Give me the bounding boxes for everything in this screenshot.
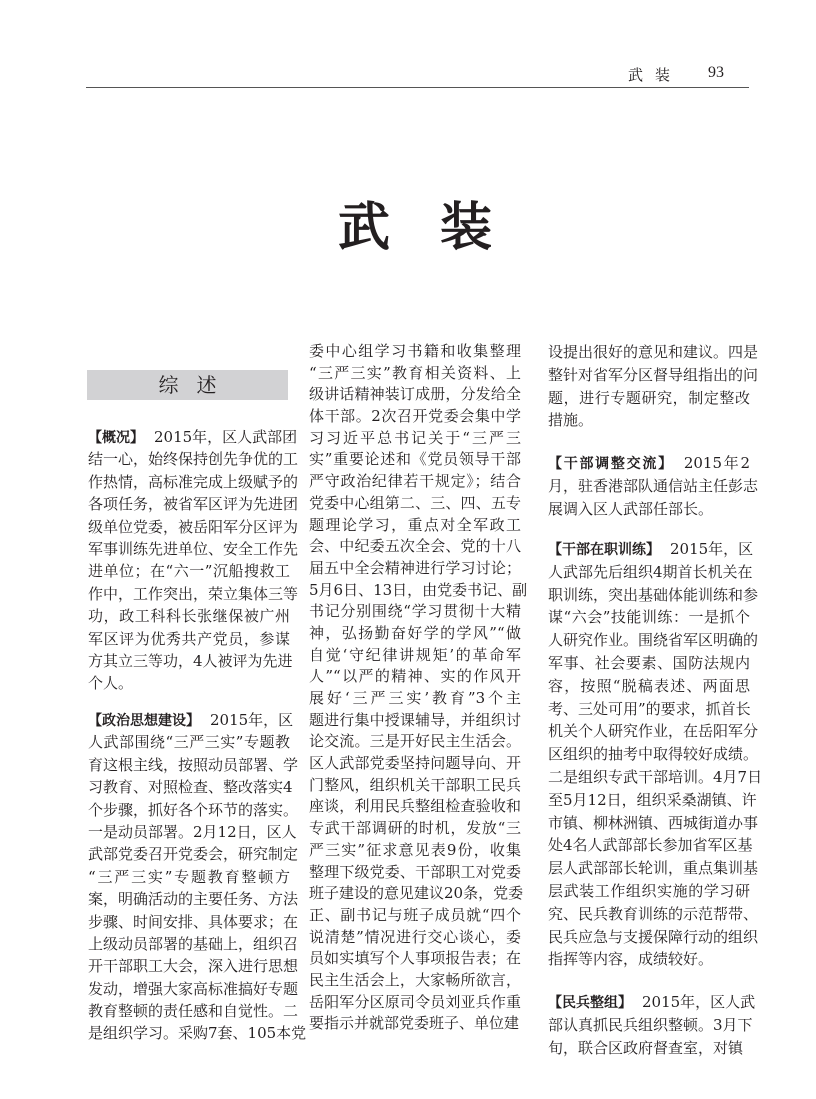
line-text: 习习近平总书记关于“三严三 xyxy=(309,428,521,447)
line-text: 会、中纪委五次全会、党的十八 xyxy=(309,537,521,556)
line-text: 体干部。2次召开党委会集中学 xyxy=(309,407,521,426)
text-line xyxy=(88,448,299,470)
chapter-title: 武装 xyxy=(338,197,543,258)
line-text: 门整风，组织机关干部职工民兵 xyxy=(309,775,521,794)
text-line xyxy=(309,645,521,667)
text-line xyxy=(309,363,521,385)
line-text: 2015年，区人武 xyxy=(642,993,756,1011)
line-text: 题理论学习，重点对全军政工 xyxy=(309,515,521,534)
text-line xyxy=(548,991,756,1014)
line-text: 方其立三等功，4人被评为先进 xyxy=(88,651,293,670)
text-line xyxy=(88,516,299,538)
text-line xyxy=(309,449,521,471)
text-line xyxy=(309,515,521,537)
line-text: 谋“六会”技能训练：一是抓个 xyxy=(548,608,750,627)
line-text: 习教育、对照检查、整改落实4 xyxy=(88,778,293,797)
line-text: 教育整顿的责任感和自觉性。二 xyxy=(88,1002,299,1021)
text-line xyxy=(548,834,753,857)
line-text: 民主生活会上，大家畅所欲言， xyxy=(309,970,521,989)
text-line xyxy=(88,799,299,821)
text-line xyxy=(309,883,524,905)
text-line xyxy=(88,605,290,627)
text-line xyxy=(309,927,521,949)
running-header-section: 武装 xyxy=(628,66,683,84)
text-line xyxy=(548,584,759,607)
line-text: 论交流。三是开好民主生活会。 xyxy=(309,732,521,751)
text-line xyxy=(309,818,521,840)
line-text: 题进行集中授课辅导，并组织讨 xyxy=(309,710,521,729)
line-text: 级讲话精神装订成册，分发给全 xyxy=(309,385,521,404)
text-line xyxy=(548,452,750,475)
text-line xyxy=(309,471,521,493)
line-text: 各项任务，被省军区评为先进团 xyxy=(88,495,299,514)
text-line xyxy=(548,903,759,926)
text-line xyxy=(309,341,521,363)
line-text: 层人武部部长轮训，重点集训基 xyxy=(548,859,759,878)
text-line xyxy=(548,675,750,698)
line-text: 措施。 xyxy=(548,411,594,430)
line-text: 员如实填写个人事项报告表；在 xyxy=(309,949,521,968)
line-text: 题，进行专题研究，制定整改 xyxy=(548,388,750,407)
text-line xyxy=(88,628,290,650)
line-text: 育这根主线，按照动员部署、学 xyxy=(88,755,299,774)
line-text: 个步骤，抓好各个环节的落实。 xyxy=(88,800,299,819)
text-line xyxy=(548,948,750,971)
line-text: “三严三实”专题教育整顿方 xyxy=(88,867,290,886)
text-line xyxy=(309,428,521,450)
line-text: 设提出很好的意见和建议。四是 xyxy=(548,343,759,361)
line-text: 至5月12日，组织采桑湖镇、许 xyxy=(548,790,757,809)
line-text: 党委中心组第二、三、四、五专 xyxy=(309,493,521,512)
text-line xyxy=(88,426,298,448)
paragraph xyxy=(88,426,299,695)
line-text: 旬，联合区政府督查室，对镇 xyxy=(548,1038,744,1057)
line-text: 2015年，区人武部团 xyxy=(154,428,298,446)
text-line xyxy=(548,698,750,721)
text-line xyxy=(309,775,521,797)
text-line xyxy=(88,650,293,672)
line-text: 委中心组学习书籍和收集整理 xyxy=(309,342,521,360)
line-text: 处4名人武部部长参加省军区基 xyxy=(548,836,753,855)
text-line xyxy=(309,970,521,992)
line-text: 人武部先后组织4期首长机关在 xyxy=(548,562,753,581)
text-line xyxy=(548,766,763,789)
text-line xyxy=(88,731,290,753)
text-line xyxy=(88,955,299,977)
line-text: 月，驻香港部队通信站主任彭志 xyxy=(548,476,759,495)
section-heading: 综述 xyxy=(87,370,288,400)
line-text: 届五中全会精神进行学习讨论； xyxy=(309,558,521,577)
text-line xyxy=(309,623,521,645)
line-text: 2015年2 xyxy=(683,454,751,472)
text-line xyxy=(548,743,759,766)
text-line xyxy=(548,812,759,835)
line-text: 发动，增强大家高标准搞好专题 xyxy=(88,979,299,998)
text-line xyxy=(548,629,759,652)
paragraph xyxy=(548,538,763,971)
line-text: 专武干部调研的时机，发放“三 xyxy=(309,819,521,838)
paragraph-label: 【干部在职训练】 xyxy=(548,542,660,558)
line-text: 一是动员部署。2月12日，区人 xyxy=(88,822,297,841)
text-line xyxy=(548,926,759,949)
line-text: 展好‘三严三实’教育”3个主 xyxy=(309,689,521,707)
text-line xyxy=(88,866,290,888)
line-text: 作中，工作突出，荣立集体三等 xyxy=(88,584,299,603)
text-line xyxy=(548,857,759,880)
line-text: 岳阳军分区原司令员刘亚兵作重 xyxy=(309,992,521,1011)
text-line xyxy=(548,475,759,498)
line-text: 民兵应急与支援保障行动的组织 xyxy=(548,927,759,946)
line-text: 进单位；在“六一”沉船搜救工 xyxy=(88,562,290,581)
line-text: 军区评为优秀共产党员，参谋 xyxy=(88,629,290,648)
text-line xyxy=(309,710,521,732)
line-text: 军事训练先进单位、安全工作先 xyxy=(88,539,299,558)
text-line xyxy=(88,471,299,493)
text-line xyxy=(309,905,521,927)
text-line xyxy=(88,1022,307,1044)
text-line xyxy=(548,880,750,903)
text-line xyxy=(88,888,299,910)
line-text: 实”重要论述和《党员领导干部 xyxy=(309,450,521,469)
line-text: 开干部职工大会，深入进行思想 xyxy=(88,957,299,976)
line-text: 上级动员部署的基础上，组织召 xyxy=(88,934,299,953)
line-text: 要指示并就部党委班子、单位建 xyxy=(309,1014,520,1033)
text-line xyxy=(309,406,521,428)
line-text: 严守政治纪律若干规定》；结合 xyxy=(309,472,521,491)
text-line xyxy=(548,498,750,521)
text-line xyxy=(309,601,521,623)
line-text: 个人。 xyxy=(88,674,134,693)
text-line xyxy=(88,911,299,933)
line-text: 区组织的抽考中取得较好成绩。 xyxy=(548,745,759,764)
text-line xyxy=(88,493,299,515)
text-line xyxy=(548,364,759,387)
text-line xyxy=(548,652,750,675)
text-line xyxy=(548,561,753,584)
text-line xyxy=(309,666,521,688)
text-line xyxy=(88,821,297,843)
line-text: 考、三处可用”的要求，抓首长 xyxy=(548,699,751,718)
text-line xyxy=(548,409,750,432)
line-text: 武部党委召开党委会，研究制定 xyxy=(88,845,299,864)
line-text: 座谈，利用民兵整组检查验收和 xyxy=(309,797,521,816)
line-text: 案，明确活动的主要任务、方法 xyxy=(88,890,299,909)
line-text: 结一心，始终保持创先争优的工 xyxy=(88,450,299,469)
paragraph xyxy=(548,341,759,432)
text-line xyxy=(548,538,754,561)
text-line xyxy=(548,720,759,743)
line-text: 展调入区人武部任部长。 xyxy=(548,499,714,518)
paragraph-label: 【政治思想建设】 xyxy=(88,713,200,729)
text-line xyxy=(88,754,299,776)
paragraph xyxy=(548,452,759,520)
text-line xyxy=(88,1000,299,1022)
line-text: 班子建设的意见建议20条，党委 xyxy=(309,884,524,903)
text-line xyxy=(309,948,521,970)
text-line xyxy=(309,493,521,515)
line-text: 书记分别围绕“学习贯彻十大精 xyxy=(309,602,521,621)
line-text: 神，弘扬勤奋好学的学风”“做 xyxy=(309,623,521,642)
text-line xyxy=(88,672,290,694)
text-line xyxy=(309,796,521,818)
text-line xyxy=(309,580,528,602)
line-text: 是组织学习。采购7套、105本党 xyxy=(88,1024,307,1043)
text-line xyxy=(309,558,521,580)
text-line xyxy=(309,536,521,558)
text-line xyxy=(309,688,521,710)
text-line xyxy=(88,560,290,582)
text-line xyxy=(88,978,299,1000)
line-text: 整理下级党委、干部职工对党委 xyxy=(309,862,521,881)
text-line xyxy=(88,776,293,798)
text-line xyxy=(548,789,757,812)
page-number: 93 xyxy=(708,64,724,81)
text-line xyxy=(309,384,521,406)
text-line xyxy=(309,992,521,1014)
text-line xyxy=(309,731,521,753)
line-text: 究、民兵教育训练的示范帮带、 xyxy=(548,904,759,923)
paragraph xyxy=(88,709,307,1045)
paragraph xyxy=(548,991,756,1059)
text-line xyxy=(548,606,750,629)
line-text: 严三实”征求意见表9份，收集 xyxy=(309,840,521,859)
paragraph-label: 【干部调整交流】 xyxy=(548,456,674,472)
text-line xyxy=(309,1013,521,1035)
paragraph-label: 【民兵整组】 xyxy=(548,995,632,1011)
line-text: 机关个人研究作业，在岳阳军分 xyxy=(548,722,759,741)
line-text: 人”“以严的精神、实的作风开 xyxy=(309,667,521,686)
line-text: 自觉‘守纪律讲规矩’的革命军 xyxy=(309,645,521,664)
text-line xyxy=(88,933,299,955)
line-text: 部认真抓民兵组织整顿。3月下 xyxy=(548,1015,753,1034)
line-text: 人武部围绕“三严三实”专题教 xyxy=(88,733,290,752)
header-rule xyxy=(86,87,749,88)
line-text: 人研究作业。围绕省军区明确的 xyxy=(548,631,759,650)
line-text: 市镇、柳林洲镇、西城街道办事 xyxy=(548,813,759,832)
paragraph-label: 【概况】 xyxy=(88,430,144,446)
line-text: 正、副书记与班子成员就“四个 xyxy=(309,905,521,924)
line-text: 5月6日、13日，由党委书记、副 xyxy=(309,580,528,599)
line-text: 军事、社会要素、国防法规内 xyxy=(548,653,750,672)
paragraph xyxy=(309,341,528,1035)
line-text: 整针对省军分区督导组指出的问 xyxy=(548,365,759,384)
line-text: 步骤、时间安排、具体要求；在 xyxy=(88,912,299,931)
line-text: “三严三实”教育相关资料、上 xyxy=(309,363,521,382)
line-text: 作热情，高标准完成上级赋予的 xyxy=(88,472,299,491)
text-line xyxy=(88,583,299,605)
text-line xyxy=(548,341,759,364)
line-text: 指挥等内容，成绩较好。 xyxy=(548,950,714,969)
line-text: 2015年，区 xyxy=(670,540,754,558)
line-text: 区人武部党委坚持问题导向、开 xyxy=(309,754,521,773)
line-text: 2015年，区 xyxy=(210,711,294,729)
line-text: 层武装工作组织实施的学习研 xyxy=(548,881,750,900)
text-line xyxy=(309,862,521,884)
text-line xyxy=(88,709,294,731)
text-line xyxy=(548,1014,753,1037)
line-text: 职训练，突出基础体能训练和参 xyxy=(548,585,759,604)
text-line xyxy=(309,753,521,775)
text-line xyxy=(548,1037,750,1060)
line-text: 二是组织专武干部培训。4月7日 xyxy=(548,767,763,786)
line-text: 说清楚”情况进行交心谈心，委 xyxy=(309,927,521,946)
text-line xyxy=(309,840,521,862)
text-line xyxy=(88,843,299,865)
line-text: 级单位党委，被岳阳军分区评为 xyxy=(88,517,299,536)
text-line xyxy=(88,538,299,560)
line-text: 功，政工科科长张继保被广州 xyxy=(88,607,290,626)
line-text: 容，按照“脱稿表述、两面思 xyxy=(548,676,750,695)
text-line xyxy=(548,387,750,410)
